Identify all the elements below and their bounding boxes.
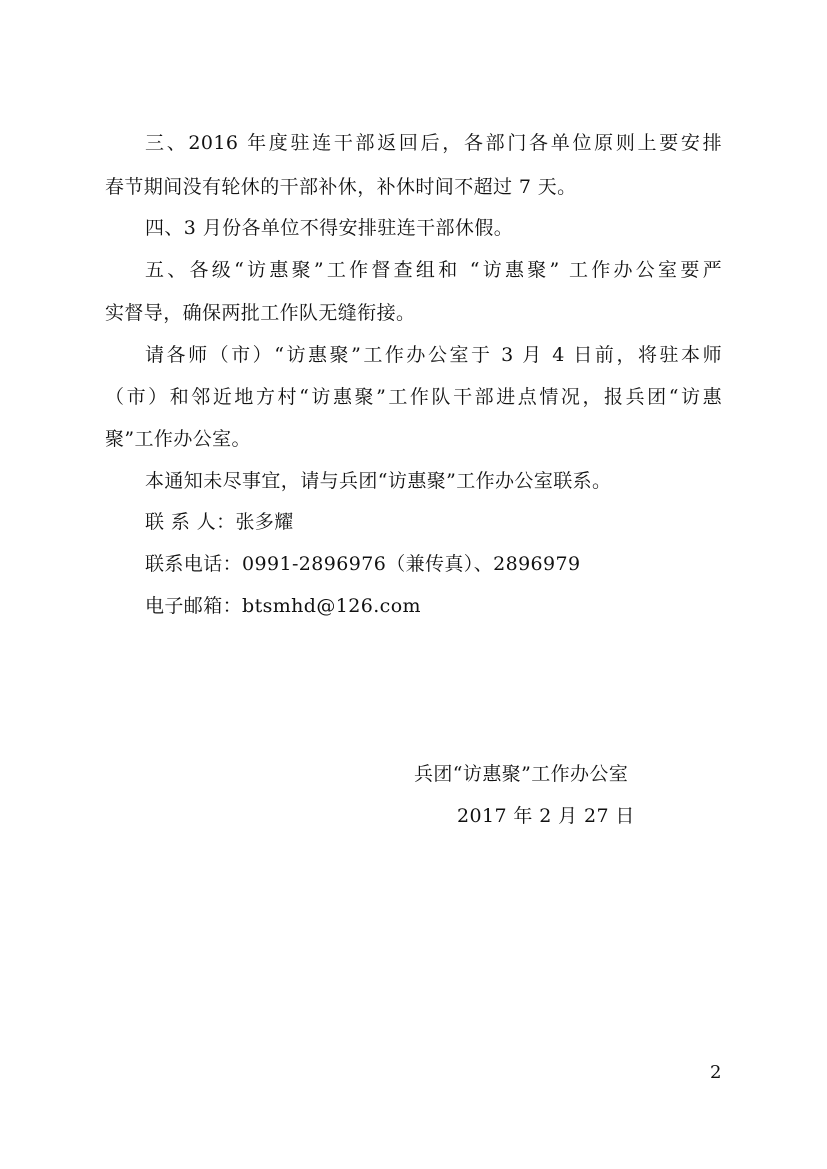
contact-email: 电子邮箱：btsmhd@126.com <box>145 595 421 617</box>
paragraph-six-line-3: 聚”工作办公室。 <box>105 428 251 450</box>
paragraph-six-line-1: 请各师（市）“访惠聚”工作办公室于 3 月 4 日前，将驻本师 <box>145 344 722 366</box>
paragraph-five-line-1: 五、各级“访惠聚”工作督查组和 “访惠聚” 工作办公室要严 <box>145 259 722 281</box>
page-number: 2 <box>710 1062 722 1083</box>
signature-office: 兵团“访惠聚”工作办公室 <box>414 763 629 785</box>
paragraph-three-line-1: 三、2016 年度驻连干部返回后，各部门各单位原则上要安排 <box>145 132 722 154</box>
contact-person: 联 系 人：张多耀 <box>145 511 294 533</box>
paragraph-six-line-2: （市）和邻近地方村“访惠聚”工作队干部进点情况，报兵团“访惠 <box>105 386 722 408</box>
contact-phone: 联系电话：0991-2896976（兼传真）、2896979 <box>145 553 581 575</box>
paragraph-five-line-2: 实督导，确保两批工作队无缝衔接。 <box>105 302 416 324</box>
signature-date: 2017 年 2 月 27 日 <box>457 805 635 827</box>
paragraph-four: 四、3 月份各单位不得安排驻连干部休假。 <box>145 217 514 239</box>
paragraph-seven: 本通知未尽事宜，请与兵团“访惠聚”工作办公室联系。 <box>145 470 612 492</box>
paragraph-three-line-2: 春节期间没有轮休的干部补休，补休时间不超过 7 天。 <box>105 176 577 198</box>
